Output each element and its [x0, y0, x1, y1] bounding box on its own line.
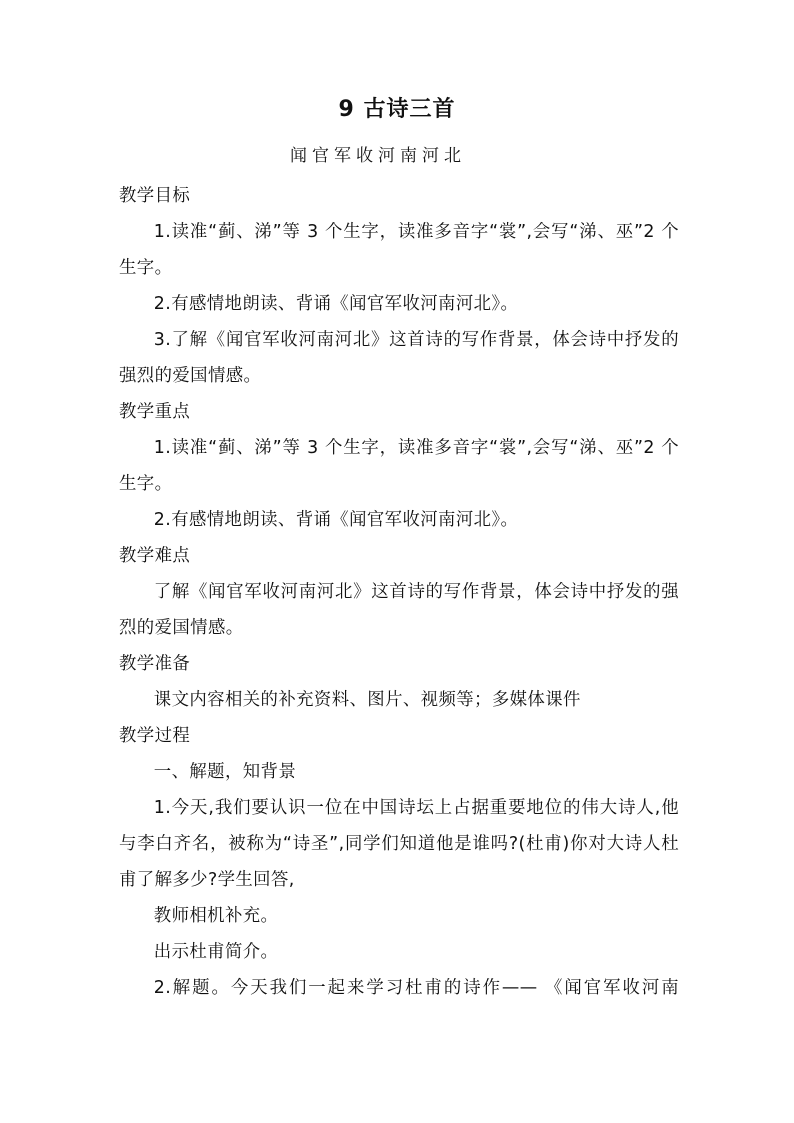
- process-item: 一、解题，知背景: [153, 762, 297, 782]
- goal-item: 1.读准“蓟、涕”等 3 个生字，读准多音字“裳”,会写“涕、巫”2 个生字。: [119, 222, 679, 278]
- section-heading-goals: 教学目标: [119, 186, 191, 206]
- section-heading-keypoints: 教学重点: [119, 402, 191, 422]
- process-item: 1.今天,我们要认识一位在中国诗坛上占据重要地位的伟大诗人,他与李白齐名，被称为“诗圣”,同学们知道他是谁吗?(杜甫)你对大诗人杜甫了解多少?学生回答,: [119, 798, 679, 890]
- section-heading-difficulties: 教学难点: [119, 546, 191, 566]
- section-heading-preparation: 教学准备: [119, 654, 191, 674]
- goal-item: 2.有感情地朗读、背诵《闻官军收河南河北》。: [153, 294, 519, 314]
- document-title: 9 古诗三首: [338, 97, 456, 122]
- goal-item: 3.了解《闻官军收河南河北》这首诗的写作背景，体会诗中抒发的强烈的爱国情感。: [119, 330, 679, 386]
- difficulty-item: 了解《闻官军收河南河北》这首诗的写作背景，体会诗中抒发的强烈的爱国情感。: [119, 582, 679, 638]
- poem-title: 闻官军收河南河北: [290, 146, 466, 166]
- process-item: 出示杜甫简介。: [153, 942, 279, 962]
- lesson-plan-body: [119, 178, 679, 1006]
- preparation-item: 课文内容相关的补充资料、图片、视频等；多媒体课件: [153, 690, 581, 710]
- section-heading-process: 教学过程: [119, 726, 191, 746]
- keypoint-item: 1.读准“蓟、涕”等 3 个生字，读准多音字“裳”,会写“涕、巫”2 个生字。: [119, 438, 679, 494]
- process-item: 2.解题。今天我们一起来学习杜甫的诗作—— 《闻官军收河南: [153, 978, 679, 998]
- process-item: 教师相机补充。: [153, 906, 279, 926]
- keypoint-item: 2.有感情地朗读、背诵《闻官军收河南河北》。: [153, 510, 519, 530]
